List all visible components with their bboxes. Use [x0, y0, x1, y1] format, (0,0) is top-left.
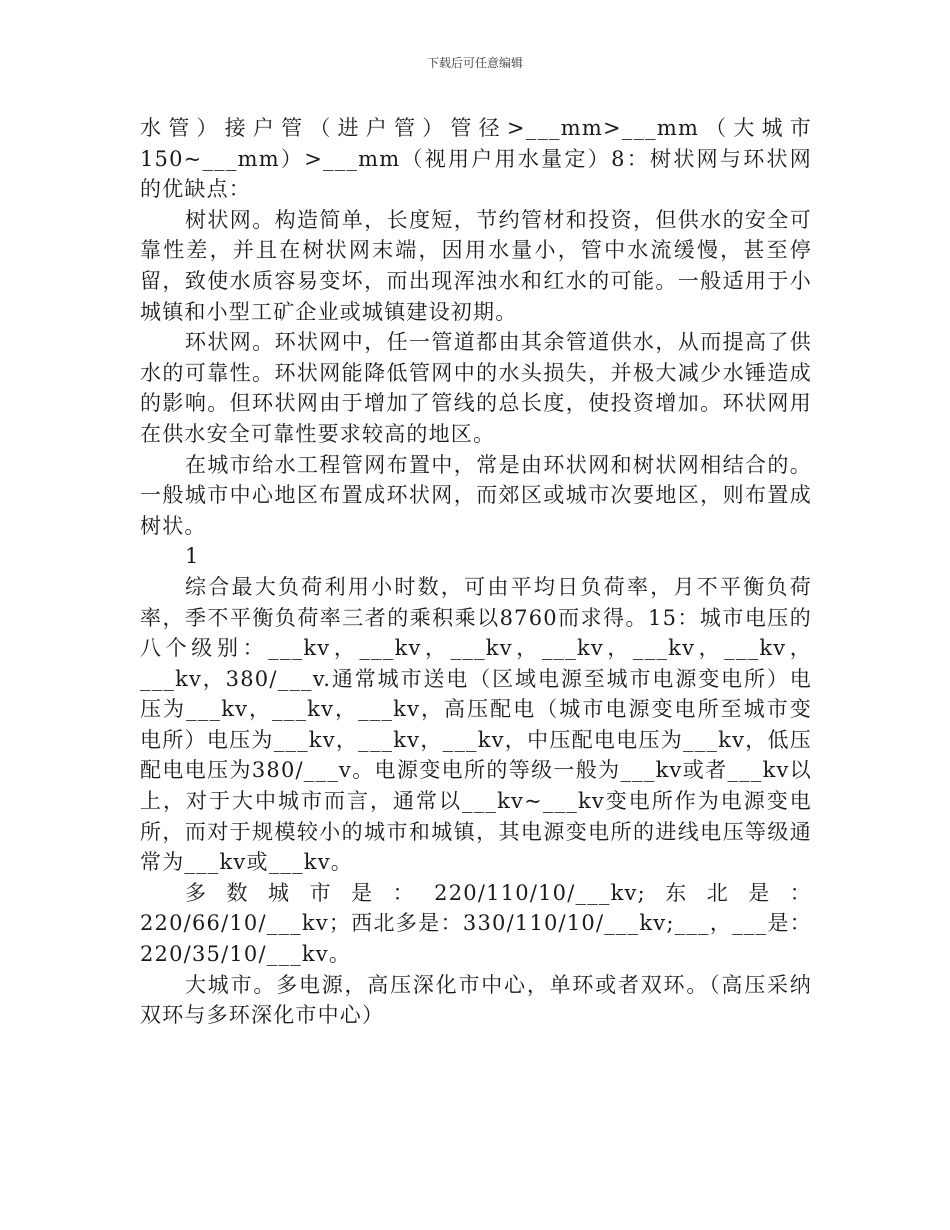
- paragraph-pipe-diameter: 水管）接户管（进户管）管径>___mm>___mm（大城市150~___mm）>___mm（视用户用水量定）8：树状网与环状网的优缺点：: [140, 116, 812, 202]
- page-header: 下载后可任意编辑: [426, 56, 523, 70]
- paragraph-large-city: 大城市。多电源，高压深化市中心，单环或者双环。（高压采纳双环与多环深化市中心）: [140, 972, 812, 1028]
- page-number: 1: [185, 544, 199, 569]
- paragraph-voltage-levels: 综合最大负荷利用小时数，可由平均日负荷率，月不平衡负荷率，季不平衡负荷率三者的乘积乘以8760而求得。15：城市电压的八个级别：___kv，___kv，___kv，___kv，___kv，___kv，___kv，380/___v.通常城市送电（区域电源至城市电源变电所）电压为___kv，___kv，___kv，高压配电（城市电源变电所至城市变电所）电压为___kv，___kv，___kv，中压配电电压为___kv，低压配电电压为380/___v。电源变电所的等级一般为___kv或者___kv以上，对于大中城市而言，通常以___kv~___kv变电所作为电源变电所，而对于规模较小的城市和城镇，其电源变电所的进线电压等级通常为___kv或___kv。: [140, 574, 812, 875]
- paragraph-network-layout: 在城市给水工程管网布置中，常是由环状网和树状网相结合的。一般城市中心地区布置成环状网，而郊区或城市次要地区，则布置成树状。: [140, 452, 812, 538]
- document-body: [140, 113, 812, 1031]
- paragraph-branch-network: 树状网。构造简单，长度短，节约管材和投资，但供水的安全可靠性差，并且在树状网末端，因用水量小，管中水流缓慢，甚至停留，致使水质容易变坏，而出现浑浊水和红水的可能。一般适用于小城镇和小型工矿企业或城镇建设初期。: [140, 207, 812, 324]
- paragraph-loop-network: 环状网。环状网中，任一管道都由其余管道供水，从而提高了供水的可靠性。环状网能降低管网中的水头损失，并极大减少水锤造成的影响。但环状网由于增加了管线的总长度，使投资增加。环状网用在供水安全可靠性要求较高的地区。: [140, 330, 812, 446]
- paragraph-voltage-series: 多数城市是：220/110/10/___kv;东北是：220/66/10/___kv；西北多是：330/110/10/___kv;___，___是：220/35/10/___kv。: [140, 880, 812, 967]
